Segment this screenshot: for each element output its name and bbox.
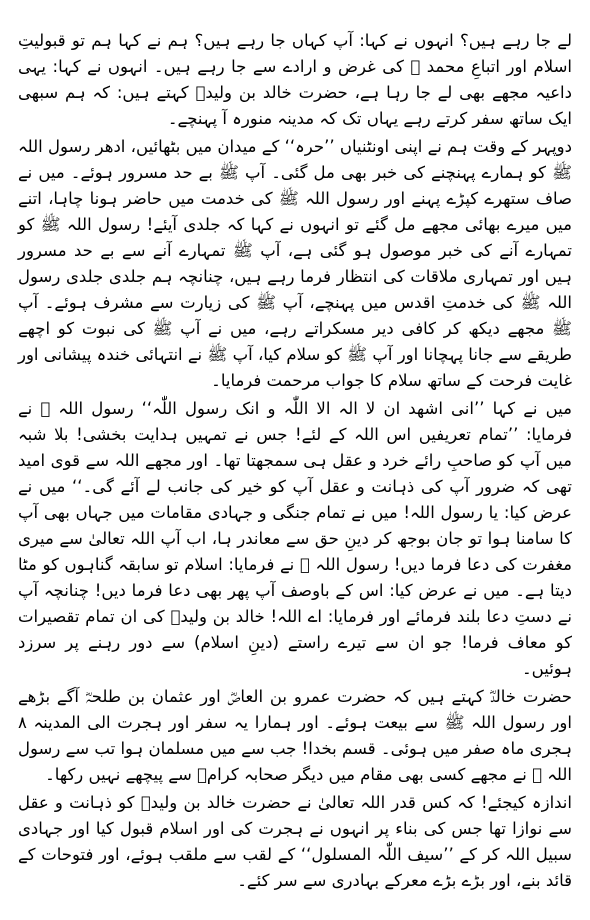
paragraph-2: دوپہر کے وقت ہم نے اپنی اونٹنیاں ’’حرہ‘‘ کے میدان میں بٹھائیں، ادھر رسول اللہ ﷺ کو ہمارے پہنچنے کی خبر بھی مل گئی۔ آپ ﷺ بے حد مسرور ہوئے۔ میں نے صاف ستھرے کپڑے پہنے اور رسول اللہ ﷺ کی خدمت میں حاضر ہونا چاہا، اتنے میں میرے بھائی مجھے مل گئے تو انہوں نے کہا کہ جلدی آیئے! رسول اللہ ﷺ کو تمہارے آنے کی خبر موصول ہو گئی ہے، آپ ﷺ تمہارے آنے سے بے حد مسرور ہیں اور تمہاری ملاقات کی انتظار فرما رہے ہیں، چنانچہ ہم جلدی جلدی رسول اللہ ﷺ کی خدمتِ اقدس میں پہنچے، آپ ﷺ کی زیارت سے مشرف ہوئے۔ آپ ﷺ مجھے دیکھ کر کافی دیر مسکراتے رہے، میں نے آپ ﷺ کی نبوت کو اچھے طریقے سے جانا پہچانا اور آپ ﷺ کو سلام کیا، آپ ﷺ نے انتہائی خندہ پیشانی اور غایت فرحت کے ساتھ سلام کا جواب مرحمت فرمایا۔: [18, 137, 572, 390]
paragraph-5: اندازہ کیجئے! کہ کس قدر اللہ تعالیٰ نے حضرت خالد بن ولیدؓ کو ذہانت و عقل سے نوازا تھا جس کی بناء پر انہوں نے ہجرت کی اور اسلام قبول کیا اور جہادی سبیل اللہ کر کے ’’سیف اللّٰہ المسلول‘‘ کے لقب سے ملقب ہوئے، اور فتوحات کے قائد بنے، اور بڑے بڑے معرکے بہادری سے سر کئے۔: [18, 793, 572, 890]
paragraph-3: میں نے کہا ’’انی اشھد ان لا الہ الا اللّٰہ و انک رسول اللّٰہ‘‘ رسول اللہ ﷺ نے فرمایا: ’’تمام تعریفیں اس اللہ کے لئے! جس نے تمہیں ہدایت بخشی! بلا شبہ میں آپ کو صاحبِ رائے خرد و عقل ہی سمجھتا تھا۔ اور مجھے اللہ سے قوی امید تھی کہ ضرور آپ کی ذہانت و عقل آپ کو خیر کی جانب لے آئے گی۔‘‘ میں نے عرض کیا: یا رسول اللہ! میں نے تمام جنگی و جہادی مقامات میں جہاں بھی آپ کا سامنا ہوا تو جان بوجھ کر دینِ حق سے معاندر ہا، اب آپ اللہ تعالیٰ سے میری مغفرت کی دعا فرما دیں! رسول اللہ ﷺ نے فرمایا: اسلام تو سابقہ گناہوں کو مٹا دیتا ہے۔ میں نے عرض کیا: اس کے باوصف آپ پھر بھی دعا فرما دیں! چنانچہ آپ نے دستِ دعا بلند فرمائے اور فرمایا: اے اللہ! خالد بن ولیدؓ کی ان تمام تقصیرات کو معاف فرما! جو ان سے تیرے راستے (دینِ اسلام) سے دور رہنے پر سرزد ہوئیں۔: [18, 399, 572, 678]
paragraph-1: لے جا رہے ہیں؟ انہوں نے کہا: آپ کہاں جا رہے ہیں؟ ہم نے کہا ہم تو قبولیتِ اسلام اور اتباعِ محمد ﷺ کی غرض و ارادے سے جا رہے ہیں۔ انہوں نے کہا: یہی داعیہ مجھے بھی لے جا رہا ہے، حضرت خالد بن ولیدؓ کہتے ہیں: کہ ہم سبھی ایک ساتھ سفر کرتے رہے یہاں تک کہ مدینہ منورہ آ پہنچے۔: [18, 31, 572, 128]
paragraph-4: حضرت خالدؓ کہتے ہیں کہ حضرت عمرو بن العاصؓ اور عثمان بن طلحہؓ آگے بڑھے اور رسول اللہ ﷺ سے بیعت ہوئے۔ اور ہمارا یہ سفر اور ہجرت الی المدینہ ۸ ہجری ماہ صفر میں ہوئی۔ قسم بخدا! جب سے میں مسلمان ہوا تب سے رسول اللہ ﷺ نے مجھے کسی بھی مقام میں دیگر صحابہ کرامؓ سے پیچھے نہیں رکھا۔: [18, 687, 572, 784]
